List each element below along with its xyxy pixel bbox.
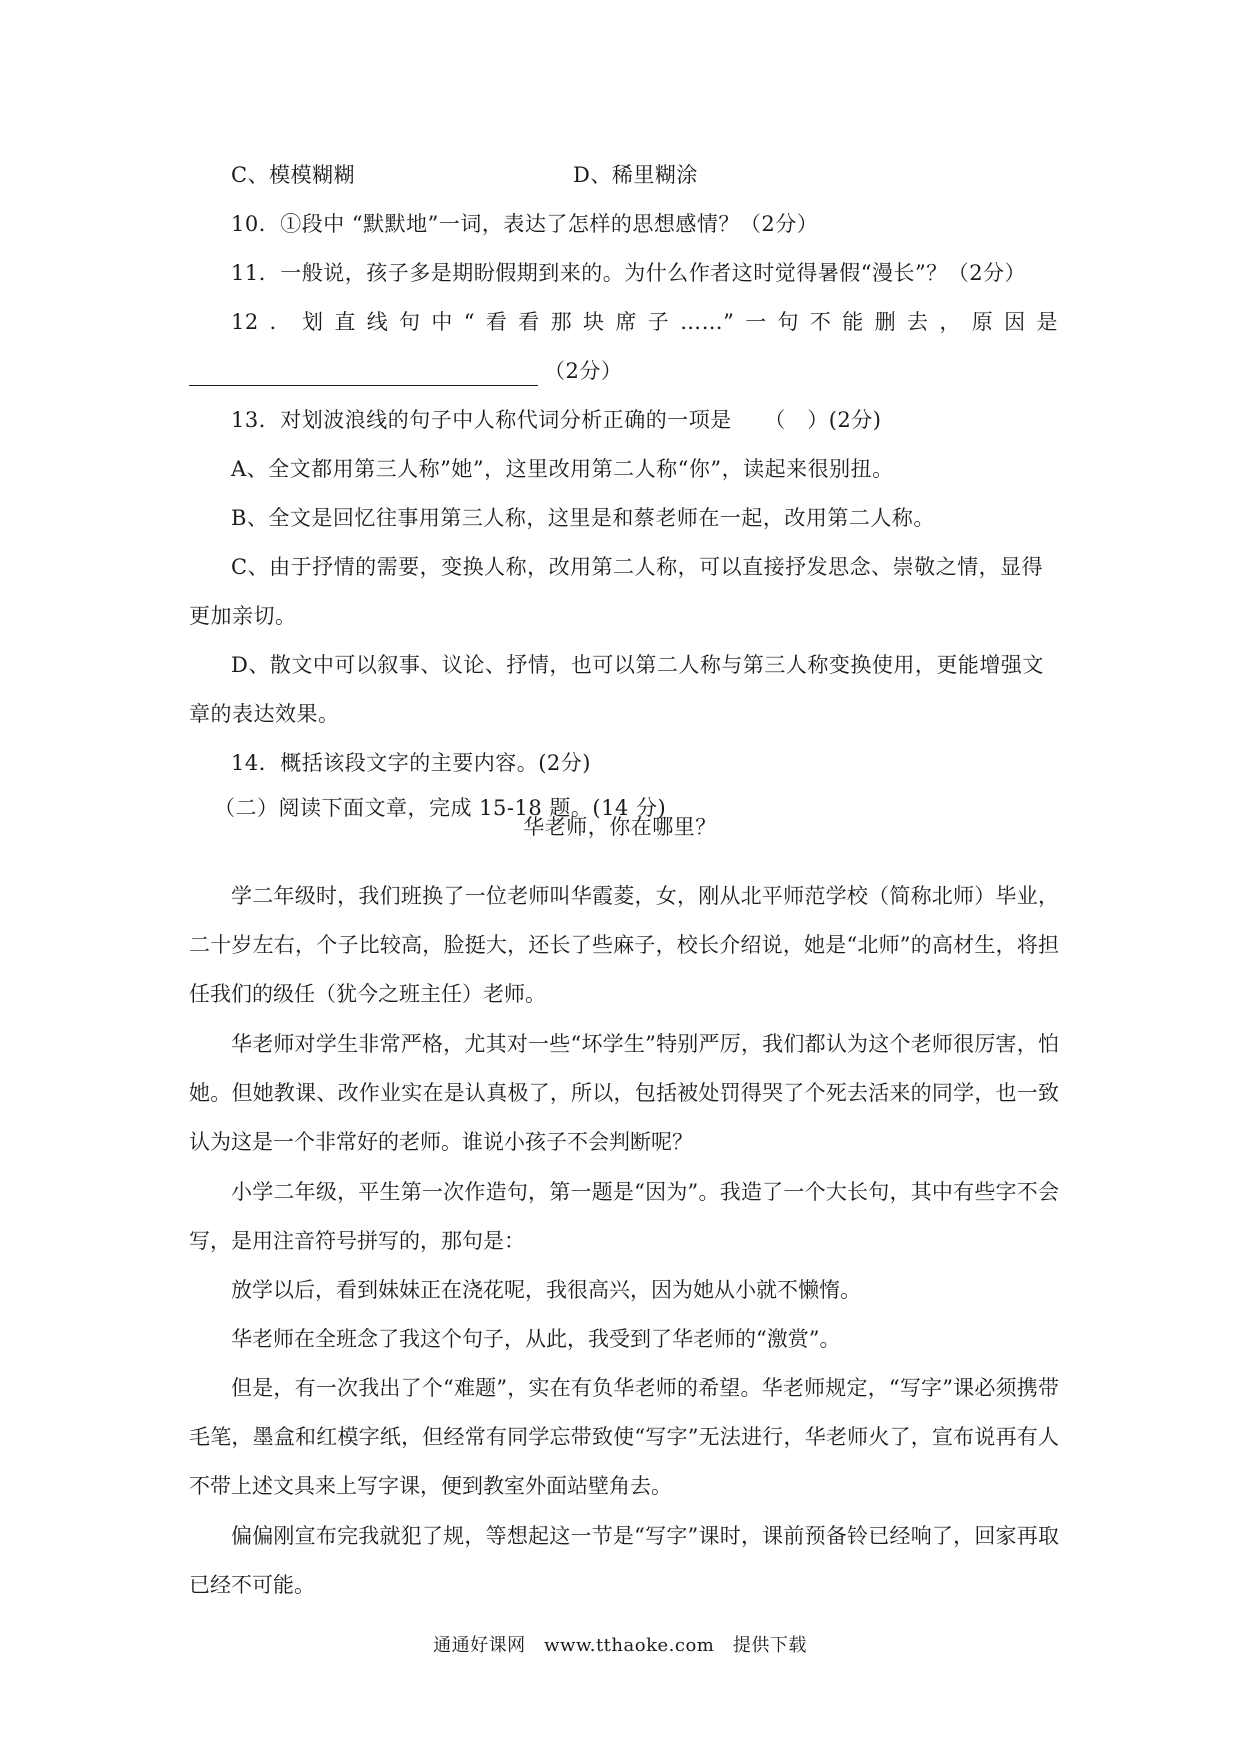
question-14: 14．概括该段文字的主要内容。(2分) <box>231 751 591 775</box>
question-13-option-d: D、散文中可以叙事、议论、抒情，也可以第二人称与第三人称变换使用，更能增强文 <box>231 653 1044 677</box>
question-13-option-a: A、全文都用第三人称”她”，这里改用第二人称“你”，读起来很别扭。 <box>231 457 894 481</box>
question-13-option-d-cont: 章的表达效果。 <box>189 702 340 726</box>
question-13-option-c: C、由于抒情的需要，变换人称，改用第二人称，可以直接抒发思念、崇敬之情，显得 <box>231 555 1044 579</box>
passage-paragraph: 华老师在全班念了我这个句子，从此，我受到了华老师的“激赏”。 <box>231 1327 841 1351</box>
question-12: 12．划直线句中“看看那块席子……”一句不能删去，原因是 <box>231 310 1058 334</box>
question-13-option-c-cont: 更加亲切。 <box>189 604 297 628</box>
page-footer: 通通好课网 www.tthaoke.com 提供下载 <box>433 1635 807 1656</box>
passage-paragraph: 学二年级时，我们班换了一位老师叫华霞菱，女，刚从北平师范学校（简称北师）毕业，二十岁左右，个子比较高，脸挺大，还长了些麻子，校长介绍说，她是“北师”的高材生，将担任我们的级任（犹今之班主任）老师。 <box>189 884 1059 1006</box>
option-c: C、模模糊糊 <box>231 163 356 187</box>
passage-paragraph: 但是，有一次我出了个“难题”，实在有负华老师的希望。华老师规定，“写字”课必须携带毛笔，墨盒和红模字纸，但经常有同学忘带致使“写字”无法进行，华老师火了，宣布说再有人不带上述文具来上写字课，便到教室外面站壁角去。 <box>189 1376 1059 1498</box>
passage-paragraph: 华老师对学生非常严格，尤其对一些“坏学生”特别严厉，我们都认为这个老师很厉害，怕她。但她教课、改作业实在是认真极了，所以，包括被处罚得哭了个死去活来的同学，也一致认为这是一个非常好的老师。谁说小孩子不会判断呢？ <box>189 1032 1059 1154</box>
passage-paragraph: 小学二年级，平生第一次作造句，第一题是“因为”。我造了一个大长句，其中有些字不会写，是用注音符号拼写的，那句是： <box>189 1180 1059 1253</box>
section-heading: （二）阅读下面文章，完成 15-18 题。(14 分) <box>214 796 667 820</box>
question-11: 11．一般说，孩子多是期盼假期到来的。为什么作者这时觉得暑假“漫长”？（2分） <box>231 261 1027 285</box>
passage-paragraph: 放学以后，看到妹妹正在浇花呢，我很高兴，因为她从小就不懒惰。 <box>231 1278 861 1302</box>
passage-paragraph: 偏偏刚宣布完我就犯了规，等想起这一节是“写字”课时，课前预备铃已经响了，回家再取已经不可能。 <box>189 1524 1059 1597</box>
answer-blank-line[interactable] <box>189 385 538 386</box>
passage-title: 华老师，你在哪里？ <box>523 815 717 839</box>
question-10: 10．①段中 “默默地”一词，表达了怎样的思想感情？（2分） <box>231 212 819 236</box>
question-13-option-b: B、全文是回忆往事用第三人称，这里是和蔡老师在一起，改用第二人称。 <box>231 506 935 530</box>
question-13: 13．对划波浪线的句子中人称代词分析正确的一项是 （ ）(2分) <box>231 408 882 432</box>
option-d: D、稀里糊涂 <box>573 163 698 187</box>
question-12-score: （2分） <box>544 359 623 383</box>
